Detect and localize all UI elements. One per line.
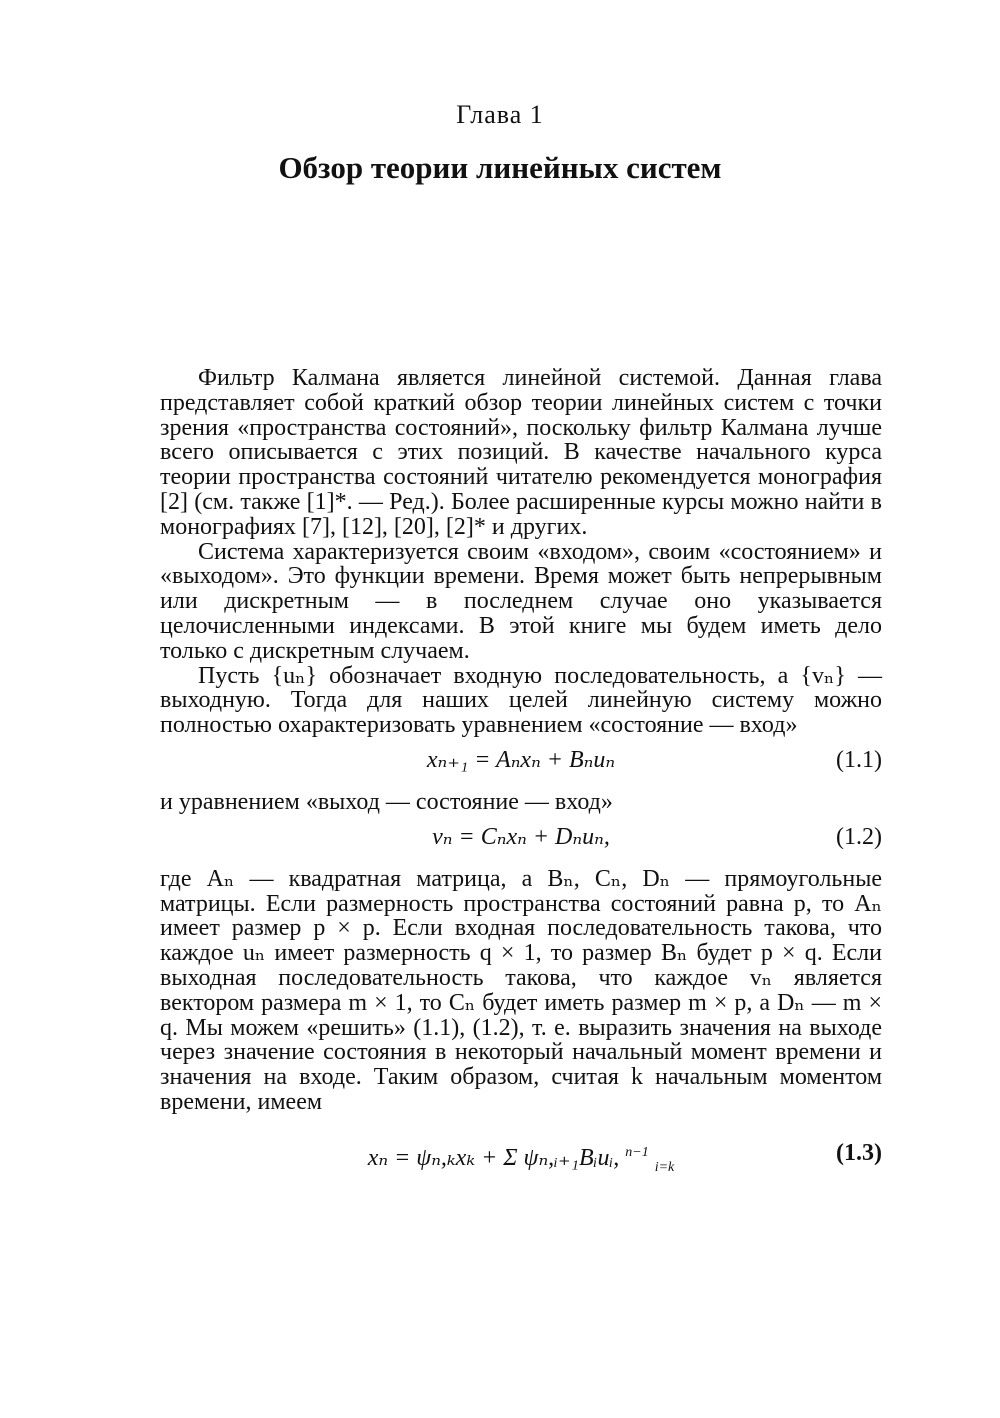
sum-lower-limit: i=k xyxy=(654,1159,675,1175)
equation-1-3 xyxy=(160,1115,882,1201)
equation-1-1 xyxy=(160,738,882,790)
equation-number: (1.1) xyxy=(836,746,882,773)
body-text xyxy=(160,366,882,1201)
paragraph-system: Система характеризуется своим «входом», своим «состоянием» и «выходом». Это функции времени. Время может быть непрерывным или дискретным — в последнем случае оно указывается целочисленными индексами. В этой книге мы будем иметь дело только с дискретным случаем. xyxy=(160,538,882,664)
equation-formula: vₙ = Cₙxₙ + Dₙuₙ, xyxy=(432,823,610,850)
equation-1-2 xyxy=(160,815,882,867)
equation-formula: xₙ₊₁ = Aₙxₙ + Bₙuₙ xyxy=(426,746,616,773)
paragraph-matrices: где Aₙ — квадратная матрица, а Bₙ, Cₙ, Dₙ — прямоугольные матрицы. Если размерность пространства состояний равна p, то Aₙ имеет размер p × p. Если входная последовательность такова, что каждое uₙ имеет размерность q × 1, то размер Bₙ будет p × q. Если выходная последовательность такова, что каждое vₙ является вектором размера m × 1, то Cₙ будет иметь размер m × p, а Dₙ — m × q. Мы можем «решить» (1.1), (1.2), т. е. выразить значения на выходе через значение состояния в некоторый начальный момент времени и значения на входе. Таким образом, считая k начальным моментом времени, имеем xyxy=(160,865,882,1115)
chapter-heading: Глава 1 xyxy=(456,100,544,129)
sum-upper-limit: n−1 xyxy=(625,1144,649,1160)
equation-text: xₙ = ψₙ,ₖxₖ + Σ ψₙ,ᵢ₊₁Bᵢuᵢ, xyxy=(367,1144,620,1171)
equation-formula xyxy=(160,1141,882,1181)
equation-number: (1.3) xyxy=(836,1139,882,1166)
equation-number: (1.2) xyxy=(836,823,882,850)
paragraph-output-eq: и уравнением «выход — состояние — вход» xyxy=(160,788,613,815)
paragraph-intro: Фильтр Калмана является линейной системой. Данная глава представляет собой краткий обзор теории линейных систем с точки зрения «пространства состояний», поскольку фильтр Калмана лучше всего описывается с этих позиций. В качестве начального курса теории пространства состояний читателю рекомендуется монография [2] (см. также [1]*. — Ред.). Более расширенные курсы можно найти в монографиях [7], [12], [20], [2]* и других. xyxy=(160,365,882,540)
paragraph-sequences: Пусть {uₙ} обозначает входную последовательность, а {vₙ} — выходную. Тогда для наших целей линейную систему можно полностью охарактеризовать уравнением «состояние — вход» xyxy=(160,662,882,739)
chapter-title: Обзор теории линейных систем xyxy=(278,150,722,185)
